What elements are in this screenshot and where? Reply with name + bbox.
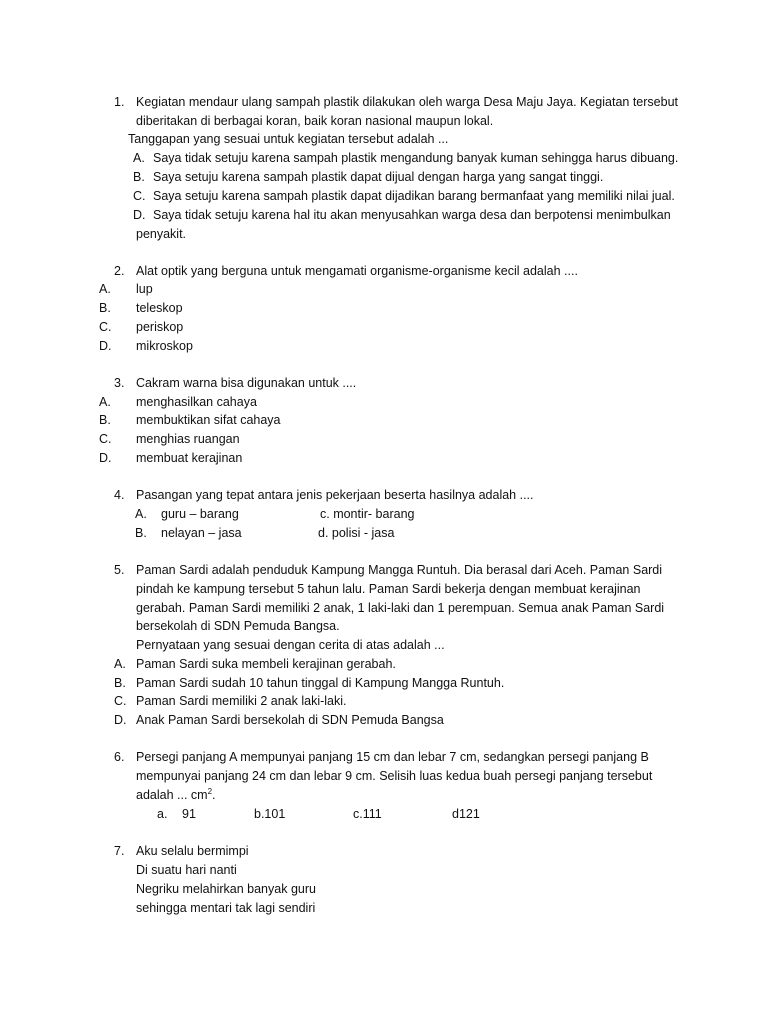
option-letter: B. xyxy=(114,676,126,690)
question-number: 1. xyxy=(114,95,125,109)
question-number: 4. xyxy=(114,488,125,502)
option-letter: D. xyxy=(133,208,146,222)
question-text: gerabah. Paman Sardi memiliki 2 anak, 1 laki-laki dan 1 perempuan. Semua anak Paman Sardi xyxy=(136,601,665,615)
question-text: mempunyai panjang 24 cm dan lebar 9 cm. Selisih luas kedua buah persegi panjang tersebut xyxy=(136,769,653,783)
option-text: menghias ruangan xyxy=(136,432,240,446)
option-text: membuat kerajinan xyxy=(136,451,243,465)
question-text: Pasangan yang tepat antara jenis pekerjaan beserta hasilnya adalah .... xyxy=(136,488,534,502)
question-number: 5. xyxy=(114,563,125,577)
question-prompt: Tanggapan yang sesuai untuk kegiatan tersebut adalah ... xyxy=(128,132,449,146)
option-letter: A. xyxy=(135,507,147,521)
poem-line: Aku selalu bermimpi xyxy=(136,844,249,858)
poem-line: sehingga mentari tak lagi sendiri xyxy=(136,901,316,915)
question-text: diberitakan di berbagai koran, baik koran nasional maupun lokal. xyxy=(136,114,494,128)
option-letter: D. xyxy=(114,713,127,727)
option-text: Saya setuju karena sampah plastik dapat dijual dengan harga yang sangat tinggi. xyxy=(153,170,604,184)
question-text: Cakram warna bisa digunakan untuk .... xyxy=(136,376,357,390)
option-letter: A. xyxy=(99,395,111,409)
poem-line: Di suatu hari nanti xyxy=(136,863,237,877)
option-letter: D. xyxy=(99,451,112,465)
option-letter: B. xyxy=(133,170,145,184)
option-text: menghasilkan cahaya xyxy=(136,395,257,409)
question-text: Kegiatan mendaur ulang sampah plastik dilakukan oleh warga Desa Maju Jaya. Kegiatan tersebut xyxy=(136,95,678,109)
option-text: Paman Sardi suka membeli kerajinan gerabah. xyxy=(136,657,396,671)
question-prompt: Pernyataan yang sesuai dengan cerita di atas adalah ... xyxy=(136,638,445,652)
question-text: pindah ke kampung tersebut 5 tahun lalu. Paman Sardi bekerja dengan membuat kerajinan xyxy=(136,582,641,596)
option-letter: B. xyxy=(99,301,111,315)
question-text-end: . xyxy=(212,788,216,802)
option-letter: B. xyxy=(99,413,111,427)
option-text: Saya tidak setuju karena hal itu akan menyusahkan warga desa dan berpotensi menimbulkan xyxy=(153,208,671,222)
question-text: Alat optik yang berguna untuk mengamati organisme-organisme kecil adalah .... xyxy=(136,264,578,278)
option-text: 91 xyxy=(182,807,196,821)
option-text: c.111 xyxy=(353,807,382,821)
option-letter: C. xyxy=(133,189,146,203)
poem-line: Negriku melahirkan banyak guru xyxy=(136,882,316,896)
option-text-continuation: penyakit. xyxy=(136,227,187,241)
option-text: Saya tidak setuju karena sampah plastik mengandung banyak kuman sehingga harus dibuang. xyxy=(153,151,679,165)
option-text: Paman Sardi sudah 10 tahun tinggal di Kampung Mangga Runtuh. xyxy=(136,676,505,690)
option-text: lup xyxy=(136,282,153,296)
question-text: adalah ... cm xyxy=(136,788,208,802)
option-text: d. polisi - jasa xyxy=(318,526,395,540)
option-letter: A. xyxy=(99,282,111,296)
superscript: 2 xyxy=(207,786,213,796)
option-letter: C. xyxy=(99,432,112,446)
option-letter: C. xyxy=(114,694,127,708)
question-text: Paman Sardi adalah penduduk Kampung Mangga Runtuh. Dia berasal dari Aceh. Paman Sardi xyxy=(136,563,663,577)
question-text-last-line xyxy=(136,786,216,805)
option-text: Saya setuju karena sampah plastik dapat dijadikan barang bermanfaat yang memiliki nilai jual. xyxy=(153,189,675,203)
option-text: Anak Paman Sardi bersekolah di SDN Pemuda Bangsa xyxy=(136,713,444,727)
question-number: 2. xyxy=(114,264,125,278)
option-text: teleskop xyxy=(136,301,183,315)
option-letter: A. xyxy=(114,657,126,671)
question-number: 3. xyxy=(114,376,125,390)
question-number: 7. xyxy=(114,844,125,858)
option-text: membuktikan sifat cahaya xyxy=(136,413,281,427)
option-text: guru – barang xyxy=(161,507,239,521)
option-text: mikroskop xyxy=(136,339,193,353)
option-letter: A. xyxy=(133,151,145,165)
question-text: Persegi panjang A mempunyai panjang 15 cm dan lebar 7 cm, sedangkan persegi panjang B xyxy=(136,750,649,764)
option-text: b.101 xyxy=(254,807,286,821)
option-letter: B. xyxy=(135,526,147,540)
option-text: d121 xyxy=(452,807,480,821)
question-text: bersekolah di SDN Pemuda Bangsa. xyxy=(136,619,340,633)
question-number: 6. xyxy=(114,750,125,764)
option-letter: C. xyxy=(99,320,112,334)
option-text: c. montir- barang xyxy=(320,507,415,521)
option-text: periskop xyxy=(136,320,184,334)
option-text: Paman Sardi memiliki 2 anak laki-laki. xyxy=(136,694,347,708)
option-letter: a. xyxy=(157,807,168,821)
option-letter: D. xyxy=(99,339,112,353)
option-text: nelayan – jasa xyxy=(161,526,242,540)
